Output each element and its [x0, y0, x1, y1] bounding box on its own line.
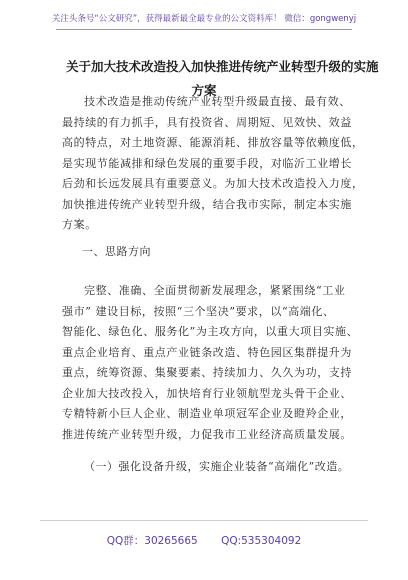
title-line: 关于加大技术改造投入加快推进传统产业转型升级的实施	[66, 59, 379, 74]
text-line: 方案。	[62, 218, 97, 231]
text-line: 重点企业培育、重点产业链条改造、特色园区集群提升为	[62, 345, 352, 359]
text-line: 后劲和长远发展具有重要意义。为加大技术改造投入力度，	[62, 177, 364, 190]
subsection-heading: （一）强化设备升级，实施企业装备“高端化”改造。	[84, 460, 350, 473]
text-line: 智能化、绿色化、服务化”为主攻方向，以重大项目实施、	[62, 325, 359, 338]
qq-group-text: QQ群：30265665	[106, 535, 198, 547]
text-line: 高的特点，对土地资源、能源消耗、排放容量等依赖度低，	[62, 136, 364, 149]
header-divider	[56, 29, 352, 30]
text-line: 重点，统筹资源、集聚要素、持续加力、久久为功，支持	[62, 366, 352, 379]
qq-text: QQ:535304092	[221, 535, 302, 547]
footer	[0, 533, 408, 548]
header-banner: 关注头条号“公文研究”，获得最新最全最专业的公文资料库！ 微信：gongwenyj	[51, 14, 357, 24]
text-line: 强市” 建设目标，按照“三个坚决”要求，以“高端化、	[62, 304, 335, 318]
text-line: 技术改造是推动传统产业转型升级最直接、最有效、	[84, 95, 351, 108]
section-paragraph	[62, 281, 359, 445]
section-heading: 一、思路方向	[82, 245, 151, 258]
text-line: 专精特新小巨人企业、制造业单项冠军企业及瞪羚企业，	[62, 407, 352, 420]
text-line: 完整、准确、全面贯彻新发展理念，紧紧围绕“工业	[84, 284, 346, 297]
text-line: 最持续的有力抓手，具有投资省、周期短、见效快、效益	[62, 115, 352, 129]
text-line: 加快推进传统产业转型升级，结合我市实际，制定本实施	[62, 197, 352, 211]
text-line: 企业加大技改投入，加快培育行业领航型龙头骨干企业、	[62, 386, 352, 400]
intro-paragraph	[62, 92, 364, 236]
text-line: 推进传统产业转型升级，力促我市工业经济高质量发展。	[62, 427, 352, 441]
title-line: 方案	[191, 83, 217, 98]
text-line: 是实现节能减排和绿色发展的重要手段，对临沂工业增长	[62, 156, 352, 170]
footer-divider	[40, 520, 368, 521]
